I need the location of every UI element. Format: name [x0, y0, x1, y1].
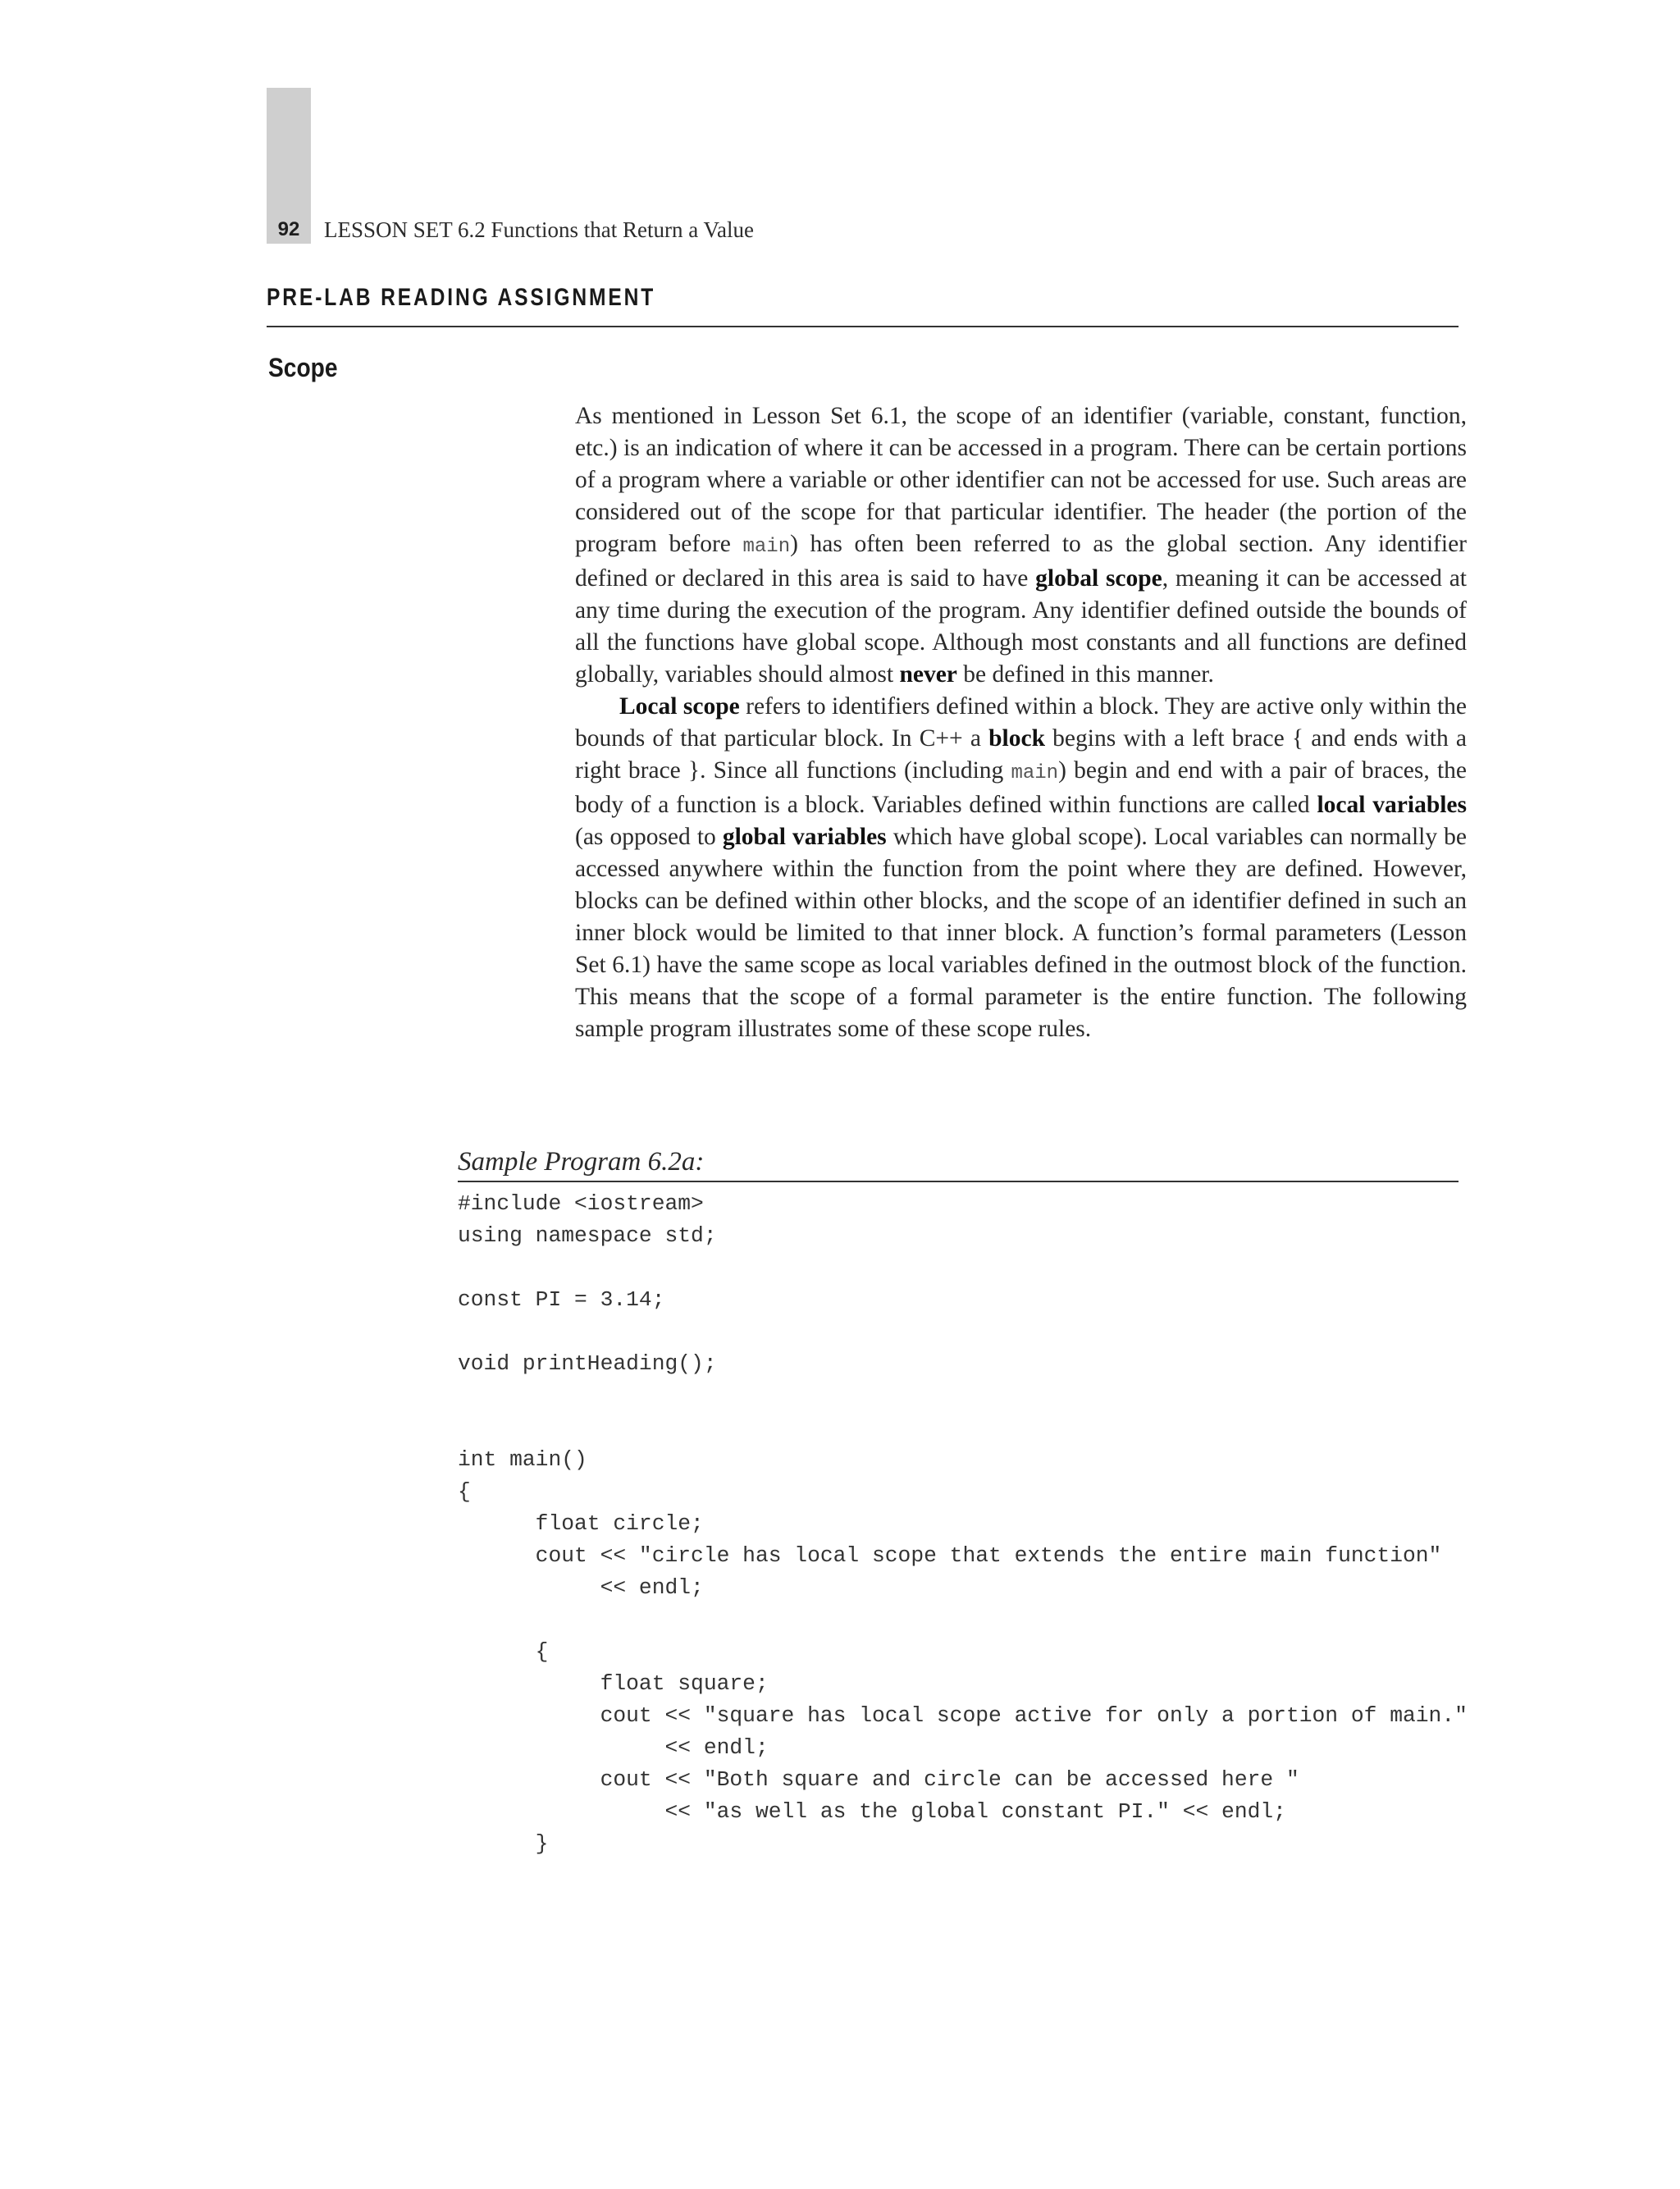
code-line — [458, 1316, 1467, 1348]
p2-code-main: main — [1011, 762, 1059, 784]
code-line: << endl; — [458, 1575, 704, 1600]
code-block — [458, 1188, 1467, 1860]
code-line: float square; — [458, 1671, 769, 1696]
code-line: #include <iostream> — [458, 1191, 704, 1216]
p2-text-a: refers to identifiers defined within a block. They are active only within the bounds of that particular block. In C++ a — [575, 693, 1467, 752]
p1-text-c: , meaning it can be accessed at any time during the execution of the program. Any identifier defined outside the bounds of all the functions have global scope. Although most constants and all functions are defined globally, variables should almost — [575, 565, 1467, 688]
p2-text-c: ) begin and end with a pair of braces, the body of a function is a block. Variables defined within functions are called — [575, 757, 1467, 818]
subheading-scope: Scope — [268, 353, 338, 382]
code-line — [458, 1412, 1467, 1444]
p2-text-d: (as opposed to — [575, 824, 723, 850]
p2-term-local-scope: Local scope — [619, 693, 740, 720]
code-line: << endl; — [458, 1735, 769, 1760]
code-line: { — [458, 1639, 549, 1664]
page-number: 92 — [277, 218, 300, 240]
p1-text-a: As mentioned in Lesson Set 6.1, the scope of an identifier (variable, constant, function, etc.) is an indication of where it can be accessed in a program. There can be certain portions of a program where a variable or other identifier can not be accessed for use. Such areas are considered out of the scope for that particular identifier. The header (the portion of the program before — [575, 403, 1467, 557]
code-line: float circle; — [458, 1511, 704, 1536]
code-line: cout << "Both square and circle can be accessed here " — [458, 1767, 1299, 1792]
code-line: << "as well as the global constant PI." << endl; — [458, 1799, 1286, 1824]
p1-text-d: be defined in this manner. — [956, 661, 1214, 688]
p1-code-main: main — [742, 536, 791, 558]
code-line: using namespace std; — [458, 1223, 717, 1248]
p1-term-global-scope: global scope — [1035, 565, 1162, 592]
p2-term-block: block — [988, 725, 1045, 752]
program-caption: Sample Program 6.2a: — [458, 1147, 705, 1177]
code-line: { — [458, 1479, 471, 1504]
code-line: void printHeading(); — [458, 1351, 717, 1376]
p2-term-global-variables: global variables — [722, 824, 887, 850]
section-rule — [267, 326, 1459, 327]
p1-term-never: never — [899, 661, 957, 688]
p2-term-local-variables: local variables — [1317, 792, 1467, 818]
code-line: cout << "circle has local scope that extends the entire main function" — [458, 1543, 1442, 1568]
code-line: int main() — [458, 1447, 587, 1472]
paragraph-2 — [575, 691, 1467, 1045]
p2-text-b: begins with a left brace { and ends with a right brace }. Since all functions (including — [575, 725, 1467, 784]
code-line: } — [458, 1831, 549, 1856]
p1-text-b: ) has often been referred to as the global section. Any identifier defined or declared in this area is said to have — [575, 531, 1467, 592]
p2-text-e: which have global scope). Local variables can normally be accessed anywhere within the function from the point where they are defined. However, blocks can be defined within other blocks, and the scope of an identifier defined in such an inner block would be limited to that inner block. A function’s formal parameters (Lesson Set 6.1) have the same scope as local variables defined in the outmost block of the function. This means that the scope of a formal parameter is the entire function. The following sample program illustrates some of these scope rules. — [575, 824, 1467, 1042]
code-line — [458, 1252, 1467, 1284]
running-header: LESSON SET 6.2 Functions that Return a Value — [324, 217, 754, 242]
code-line — [458, 1380, 1467, 1412]
section-title: PRE-LAB READING ASSIGNMENT — [267, 284, 656, 311]
code-line: cout << "square has local scope active for only a portion of main." — [458, 1703, 1468, 1728]
paragraph-1 — [575, 400, 1467, 691]
body-text — [575, 400, 1467, 1045]
code-line: const PI = 3.14; — [458, 1287, 665, 1312]
code-line — [458, 1604, 1467, 1636]
program-rule — [458, 1181, 1459, 1182]
